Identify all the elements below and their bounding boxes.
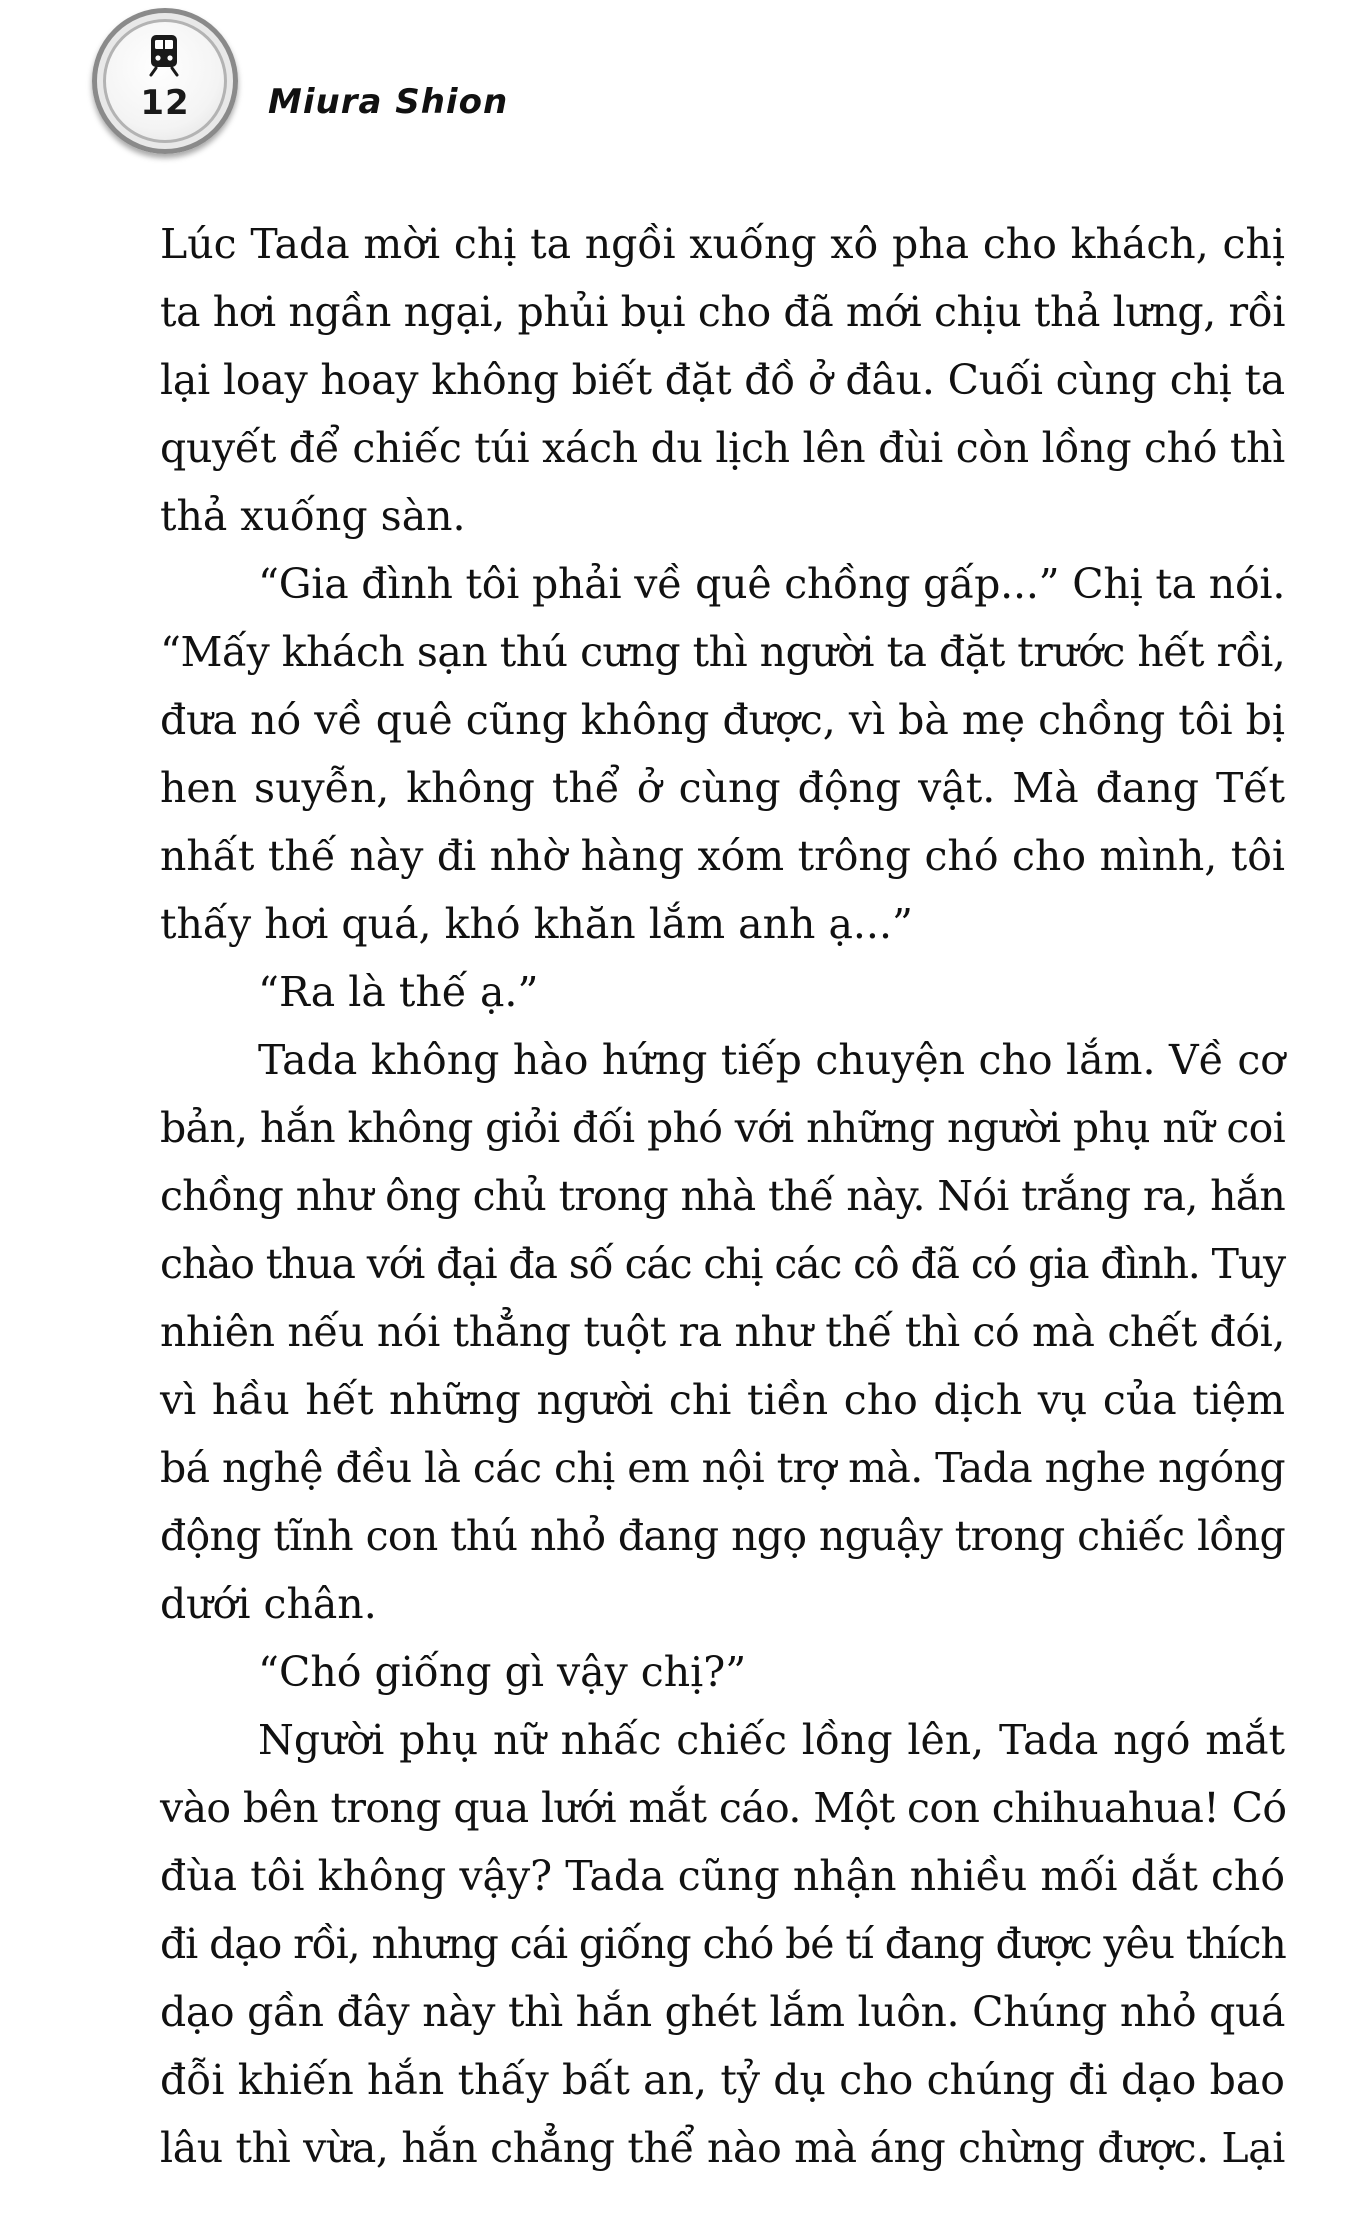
text-line: hen suyễn, không thể ở cùng động vật. Mà đang Tết <box>160 764 1285 812</box>
page-number: 12 <box>140 83 190 123</box>
text-line: dưới chân. <box>160 1580 377 1628</box>
text-line: Lúc Tada mời chị ta ngồi xuống xô pha cho khách, chị <box>160 220 1285 268</box>
text-line: vì hầu hết những người chi tiền cho dịch vụ của tiệm <box>160 1376 1285 1424</box>
text-line: chào thua với đại đa số các chị các cô đã có gia đình. Tuy <box>160 1240 1285 1288</box>
running-head-author: Miura Shion <box>268 82 509 122</box>
text-line: động tĩnh con thú nhỏ đang ngọ nguậy trong chiếc lồng <box>160 1512 1285 1560</box>
text-line: nhiên nếu nói thẳng tuột ra như thế thì có mà chết đói, <box>160 1308 1285 1356</box>
text-line: “Mấy khách sạn thú cưng thì người ta đặt trước hết rồi, <box>160 628 1286 676</box>
text-line: nhất thế này đi nhờ hàng xóm trông chó cho mình, tôi <box>160 832 1285 880</box>
text-line: chồng như ông chủ trong nhà thế này. Nói trắng ra, hắn <box>160 1172 1285 1220</box>
page-number-badge <box>92 8 238 154</box>
text-line: lâu thì vừa, hắn chẳng thể nào mà áng chừng được. Lại <box>160 2124 1285 2172</box>
page-header <box>0 0 1362 190</box>
text-line: bá nghệ đều là các chị em nội trợ mà. Tada nghe ngóng <box>160 1444 1285 1492</box>
text-line: bản, hắn không giỏi đối phó với những người phụ nữ coi <box>160 1104 1285 1152</box>
text-line: đưa nó về quê cũng không được, vì bà mẹ chồng tôi bị <box>160 696 1285 744</box>
text-line: quyết để chiếc túi xách du lịch lên đùi còn lồng chó thì <box>160 424 1285 472</box>
text-line: đỗi khiến hắn thấy bất an, tỷ dụ cho chúng đi dạo bao <box>160 2056 1285 2104</box>
text-line: ta hơi ngần ngại, phủi bụi cho đã mới chịu thả lưng, rồi <box>160 288 1286 336</box>
body-text <box>160 210 1285 2182</box>
text-line: dạo gần đây này thì hắn ghét lắm luôn. Chúng nhỏ quá <box>160 1988 1285 2036</box>
train-icon <box>147 33 181 77</box>
text-line: lại loay hoay không biết đặt đồ ở đâu. Cuối cùng chị ta <box>160 356 1285 404</box>
text-line: thả xuống sàn. <box>160 492 466 540</box>
text-line: “Chó giống gì vậy chị?” <box>258 1648 747 1696</box>
text-line: Người phụ nữ nhấc chiếc lồng lên, Tada ngó mắt <box>258 1716 1285 1764</box>
text-line: thấy hơi quá, khó khăn lắm anh ạ...” <box>160 900 913 948</box>
text-line: đùa tôi không vậy? Tada cũng nhận nhiều mối dắt chó <box>160 1852 1285 1900</box>
text-line: Tada không hào hứng tiếp chuyện cho lắm. Về cơ <box>258 1036 1285 1084</box>
text-line: “Ra là thế ạ.” <box>258 968 539 1016</box>
text-line: vào bên trong qua lưới mắt cáo. Một con chihuahua! Có <box>160 1784 1287 1832</box>
text-line: đi dạo rồi, nhưng cái giống chó bé tí đang được yêu thích <box>160 1920 1286 1968</box>
text-line: “Gia đình tôi phải về quê chồng gấp...” Chị ta nói. <box>258 560 1286 608</box>
